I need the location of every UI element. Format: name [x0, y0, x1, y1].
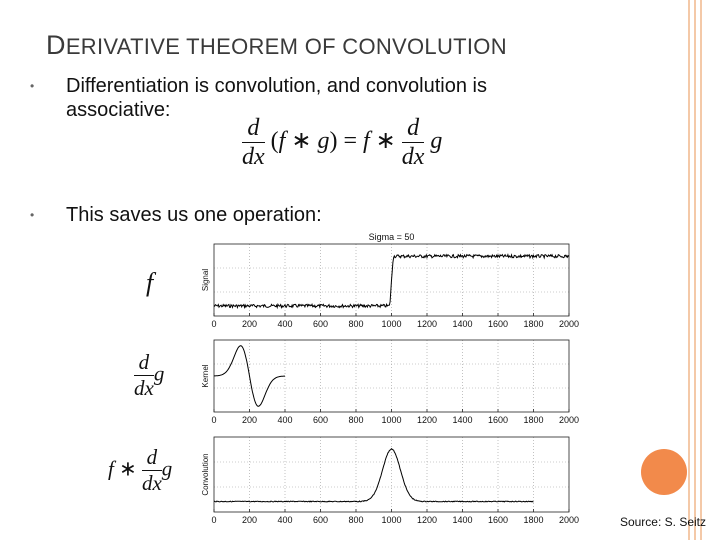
x-tick-label: 2000	[558, 515, 580, 525]
x-tick-label: 2000	[558, 319, 580, 329]
x-tick-label: 400	[277, 515, 293, 525]
x-tick-label: 200	[241, 415, 258, 425]
x-tick-label: 1200	[416, 515, 438, 525]
x-tick-label: 2000	[558, 415, 580, 425]
x-tick-label: 1800	[523, 319, 544, 329]
x-tick-label: 1600	[487, 415, 509, 425]
x-tick-label: 1000	[381, 415, 402, 425]
x-tick-label: 1000	[381, 319, 402, 329]
x-tick-label: 1600	[487, 319, 509, 329]
x-tick-label: 800	[348, 319, 364, 329]
x-tick-label: 800	[348, 415, 364, 425]
x-tick-label: 600	[312, 415, 329, 425]
label-convolution: f ∗ $\frac{d}{dx}$ g	[108, 445, 173, 496]
x-tick-label: 600	[312, 319, 329, 329]
y-axis-label: Kernel	[201, 364, 210, 388]
x-tick-label: 1600	[487, 515, 509, 525]
title-rest: ERIVATIVE THEOREM OF CONVOLUTION	[65, 34, 507, 59]
x-tick-label: 1000	[381, 515, 402, 525]
x-tick-label: 200	[241, 319, 258, 329]
x-tick-label: 0	[211, 515, 217, 525]
convolution-line	[214, 449, 534, 502]
formula-lhs-dx: dx	[242, 144, 265, 171]
y-axis-label: Convolution	[201, 453, 210, 496]
label-f: f	[146, 268, 154, 297]
x-tick-label: 400	[277, 415, 293, 425]
source-credit: Source: S. Seitz	[619, 515, 706, 529]
chart-title: Sigma = 50	[368, 232, 415, 242]
bullet-dot-1: •	[30, 79, 35, 93]
y-axis-label: Signal	[201, 268, 210, 292]
bullet-1-line2: associative:	[66, 99, 171, 121]
x-tick-label: 0	[211, 319, 217, 329]
title-first-letter: D	[46, 30, 66, 60]
x-tick-label: 1800	[523, 515, 544, 525]
x-tick-label: 0	[211, 415, 217, 425]
x-tick-label: 200	[241, 515, 258, 525]
formula-rhs-derivative: $\frac{d}{dx}$	[401, 115, 425, 171]
bullet-1-line1: Differentiation is convolution, and convolution is	[66, 75, 487, 97]
bullet-dot-2: •	[30, 208, 35, 222]
formula: $\frac{d}{dx}$ (f ∗ g) = f ∗ $\frac{d}{dx}$ g	[242, 115, 443, 171]
x-tick-label: 800	[348, 515, 364, 525]
x-tick-label: 1400	[452, 515, 473, 525]
formula-lhs-d: d	[247, 115, 260, 141]
label-kernel: $\frac{d}{dx}$ g	[134, 350, 165, 401]
bullet-2-text: This saves us one operation:	[66, 204, 322, 226]
x-tick-label: 1400	[452, 415, 473, 425]
x-tick-label: 1200	[416, 415, 438, 425]
x-tick-label: 1400	[452, 319, 473, 329]
x-tick-label: 1200	[416, 319, 438, 329]
x-tick-label: 1800	[523, 415, 544, 425]
x-tick-label: 400	[277, 319, 293, 329]
formula-equals: =	[343, 128, 357, 155]
x-tick-label: 600	[312, 515, 329, 525]
